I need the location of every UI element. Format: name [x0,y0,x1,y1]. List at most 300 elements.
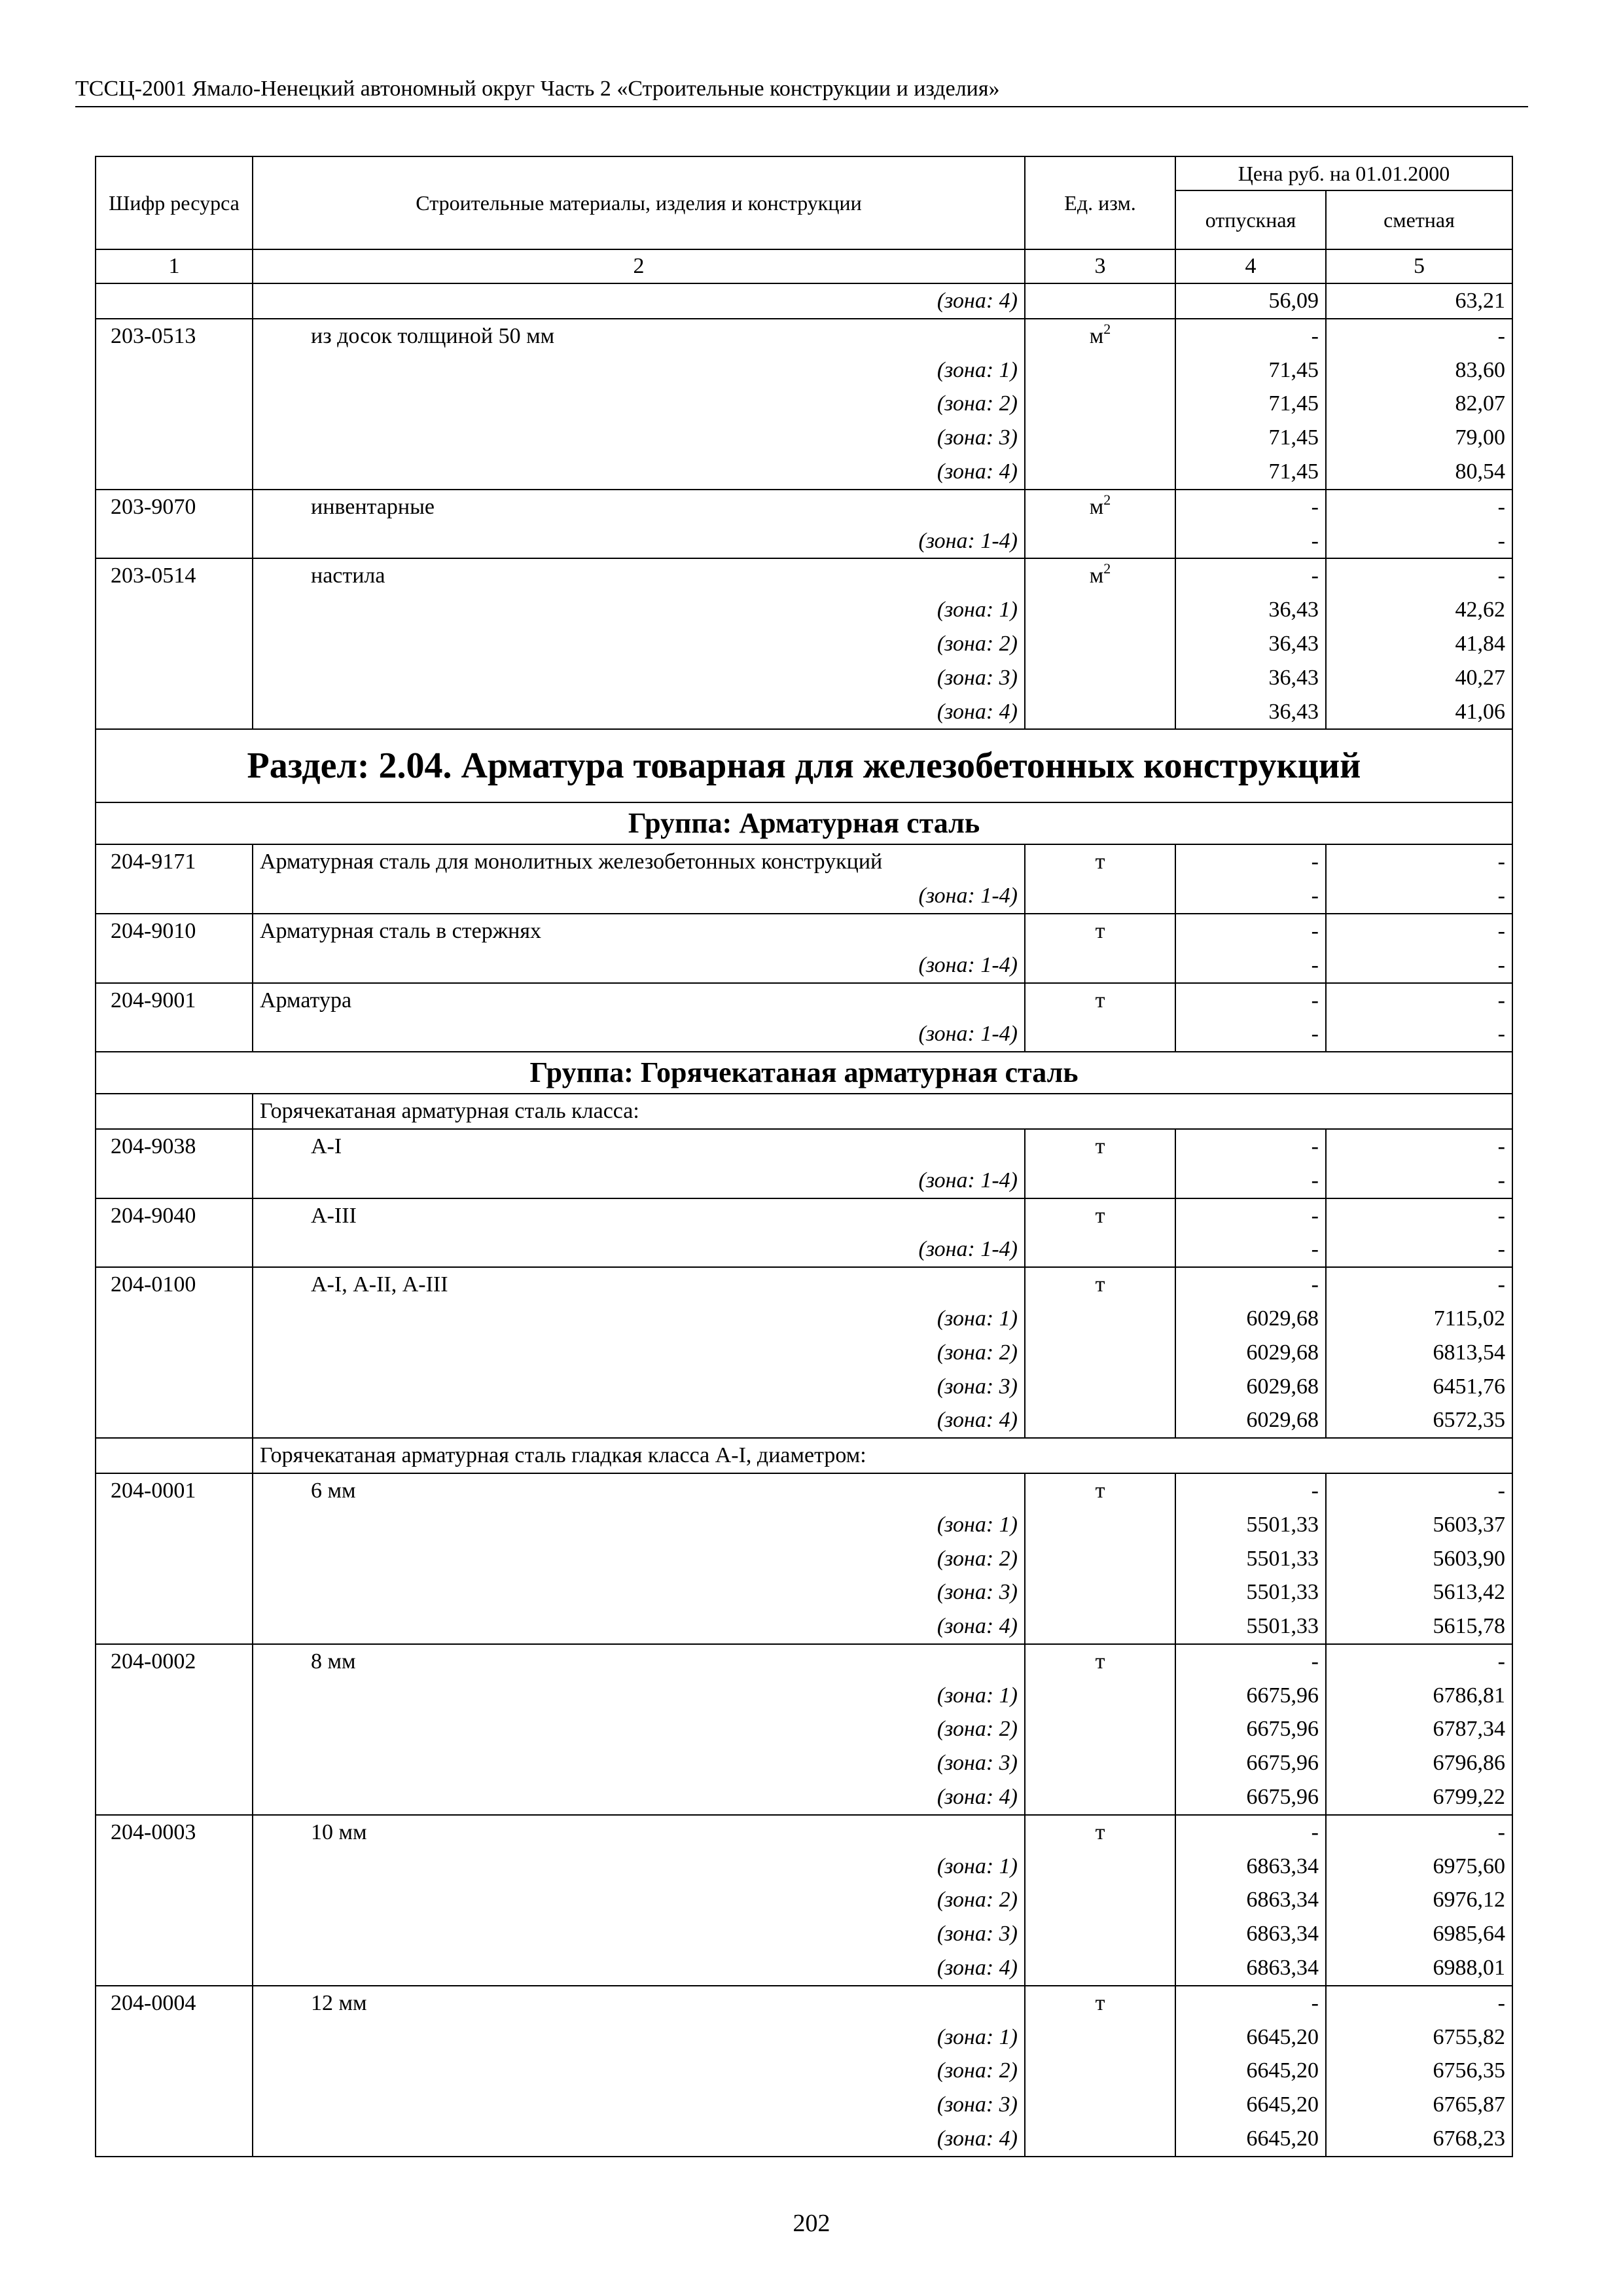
item-name: 12 мм [311,1990,367,2015]
running-header: ТССЦ-2001 Ямало-Ненецкий автономный округ Часть 2 «Строительные конструкции и изделия» [75,71,1528,107]
cell-price-release: 36,43 [1175,661,1326,695]
zone-label: (зона: 1) [936,357,1018,382]
cell-price-estimate: - [1326,1232,1512,1267]
zone-label: (зона: 1-4) [918,528,1018,553]
cell-unit [1025,1850,1175,1884]
table-row [96,1644,1512,1679]
table-row [96,1336,1512,1370]
cell-price-release: - [1175,983,1326,1018]
cell-unit [1025,627,1175,661]
cell-code: 204-0002 [96,1644,253,1679]
zone-label: (зона: 4) [936,1956,1018,1981]
cell-unit [1025,695,1175,730]
cell-unit [1025,283,1175,319]
cell-price-estimate: 6976,12 [1326,1883,1512,1917]
table-row [96,1850,1512,1884]
cell-price-estimate: 5603,37 [1326,1508,1512,1542]
cell-name [253,558,1025,593]
cell-unit [1025,1473,1175,1508]
cell-price-release: 6863,34 [1175,1883,1326,1917]
cell-code [96,1609,253,1644]
zone-label: (зона: 1-4) [918,1168,1018,1193]
cell-price-estimate: 6765,87 [1326,2088,1512,2122]
item-name: А-III [311,1203,357,1228]
zone-label: (зона: 2) [936,1340,1018,1365]
cell-code [96,2088,253,2122]
cell-zone [253,1017,1025,1052]
cell-unit [1025,661,1175,695]
item-name: 8 мм [311,1649,356,1674]
cell-code: 204-0001 [96,1473,253,1508]
cell-zone [253,948,1025,983]
cell-code [96,593,253,627]
cell-unit [1025,558,1175,593]
table-row [96,455,1512,490]
cell-unit [1025,2054,1175,2088]
cell-price-release: 36,43 [1175,593,1326,627]
cell-zone [253,1232,1025,1267]
cell-zone [253,1850,1025,1884]
cell-price-release: 71,45 [1175,387,1326,421]
cell-name [253,1815,1025,1850]
cell-price-release: 6675,96 [1175,1679,1326,1713]
cell-price-estimate: - [1326,1644,1512,1679]
cell-price-estimate: - [1326,1815,1512,1850]
cell-price-estimate: 79,00 [1326,421,1512,455]
cell-code [96,387,253,421]
zone-label: (зона: 2) [936,391,1018,416]
table-row [96,558,1512,593]
table-row [96,1232,1512,1267]
table-row [96,2020,1512,2054]
section-title: Раздел: 2.04. Арматура товарная для железобетонных конструкций [96,729,1512,802]
unit-label: т [1095,1478,1105,1503]
unit-label: м [1089,494,1104,519]
cell-zone [253,283,1025,319]
unit-label: т [1095,1203,1105,1228]
cell-code [96,1746,253,1780]
cell-zone [253,2122,1025,2157]
cell-code [96,1370,253,1404]
item-name: Арматурная сталь в стержнях [260,918,542,943]
table-header [96,156,1512,283]
cell-price-estimate: 6787,34 [1326,1712,1512,1746]
cell-zone [253,593,1025,627]
price-table-container [95,156,1512,2157]
cell-unit [1025,844,1175,879]
cell-unit [1025,1198,1175,1233]
table-row [96,1951,1512,1986]
cell-zone [253,627,1025,661]
cell-zone [253,1712,1025,1746]
cell-price-release: 71,45 [1175,421,1326,455]
header-unit-label: Ед. изм. [1064,191,1136,215]
page-number: 202 [793,2210,830,2237]
unit-superscript: 2 [1103,491,1111,508]
cell-price-release: 6029,68 [1175,1336,1326,1370]
cell-name [253,914,1025,948]
cell-unit [1025,421,1175,455]
cell-price-estimate: 6796,86 [1326,1746,1512,1780]
cell-price-release: 6029,68 [1175,1370,1326,1404]
cell-unit [1025,353,1175,387]
cell-price-release: 71,45 [1175,353,1326,387]
zone-label: (зона: 3) [936,1922,1018,1946]
zone-label: (зона: 3) [936,425,1018,450]
cell-price-estimate: 7115,02 [1326,1302,1512,1336]
unit-label: т [1095,988,1105,1013]
header-price-estimate: сметная [1326,190,1512,249]
cell-code: 204-0003 [96,1815,253,1850]
col-number-5: 5 [1326,249,1512,283]
cell-unit [1025,1883,1175,1917]
cell-price-estimate: 6756,35 [1326,2054,1512,2088]
cell-unit [1025,1232,1175,1267]
table-row [96,319,1512,353]
cell-zone [253,455,1025,490]
header-price-release: отпускная [1175,190,1326,249]
cell-price-estimate: - [1326,1198,1512,1233]
zone-label: (зона: 3) [936,665,1018,690]
table-row [96,2054,1512,2088]
cell-price-estimate: - [1326,1164,1512,1198]
cell-code [96,1164,253,1198]
table-row [96,879,1512,914]
cell-name [253,319,1025,353]
cell-price-estimate: - [1326,1129,1512,1164]
cell-code [96,524,253,559]
cell-price-release: - [1175,844,1326,879]
cell-price-release: 6645,20 [1175,2020,1326,2054]
cell-unit [1025,1267,1175,1302]
table-row [96,2122,1512,2157]
item-name: 10 мм [311,1820,367,1844]
cell-price-estimate: 41,84 [1326,627,1512,661]
table-row [96,490,1512,524]
cell-price-release: - [1175,1644,1326,1679]
cell-price-release: 6863,34 [1175,1951,1326,1986]
table-row [96,1746,1512,1780]
cell-zone [253,1336,1025,1370]
cell-zone [253,1883,1025,1917]
cell-price-estimate: 6985,64 [1326,1917,1512,1951]
cell-price-release: 5501,33 [1175,1508,1326,1542]
cell-price-release: - [1175,1232,1326,1267]
col-number-3: 3 [1025,249,1175,283]
cell-code [96,1542,253,1576]
cell-price-estimate: 5603,90 [1326,1542,1512,1576]
cell-unit [1025,1302,1175,1336]
cell-code [96,1780,253,1815]
zone-label: (зона: 1) [936,1854,1018,1878]
table-row [96,1609,1512,1644]
cell-price-release: - [1175,558,1326,593]
cell-price-estimate: 5615,78 [1326,1609,1512,1644]
cell-unit [1025,2088,1175,2122]
item-name: А-I, А-II, А-III [311,1272,448,1297]
cell-code [96,627,253,661]
zone-label: (зона: 2) [936,631,1018,656]
group-title: Группа: Горячекатаная арматурная сталь [96,1052,1512,1094]
zone-label: (зона: 3) [936,1374,1018,1399]
cell-code [96,2122,253,2157]
table-row [96,1017,1512,1052]
zone-label: (зона: 2) [936,1717,1018,1742]
cell-code [96,1302,253,1336]
table-row [96,593,1512,627]
cell-code [96,1850,253,1884]
cell-unit [1025,1951,1175,1986]
cell-zone [253,1542,1025,1576]
cell-price-estimate: 80,54 [1326,455,1512,490]
cell-price-estimate: 63,21 [1326,283,1512,319]
cell-code [96,2020,253,2054]
table-row [96,421,1512,455]
cell-unit [1025,1508,1175,1542]
table-row [96,1267,1512,1302]
cell-price-estimate: - [1326,983,1512,1018]
cell-price-release: - [1175,914,1326,948]
table-row [96,353,1512,387]
header-price [1175,156,1512,190]
table-row [96,844,1512,879]
cell-code [96,1336,253,1370]
cell-unit [1025,1017,1175,1052]
cell-price-estimate: 6768,23 [1326,2122,1512,2157]
table-row [96,1129,1512,1164]
cell-price-estimate: 6755,82 [1326,2020,1512,2054]
header-code-label: Шифр ресурса [109,191,240,215]
cell-price-estimate: 40,27 [1326,661,1512,695]
cell-unit [1025,879,1175,914]
item-name: А-I [311,1134,342,1158]
cell-name [253,1198,1025,1233]
cell-unit [1025,1403,1175,1438]
cell-name [253,490,1025,524]
cell-code: 204-9171 [96,844,253,879]
unit-label: т [1095,918,1105,943]
cell-code [96,1575,253,1609]
zone-label: (зона: 4) [936,459,1018,484]
item-name: Арматурная сталь для монолитных железобетонных конструкций [260,850,883,874]
zone-label: (зона: 4) [936,2126,1018,2151]
cell-zone [253,1302,1025,1336]
cell-price-release: 56,09 [1175,283,1326,319]
table-row [96,283,1512,319]
table-row [96,1815,1512,1850]
cell-code [96,1232,253,1267]
cell-price-estimate: 82,07 [1326,387,1512,421]
cell-price-release: 6645,20 [1175,2122,1326,2157]
cell-unit [1025,1609,1175,1644]
cell-unit [1025,1336,1175,1370]
cell-unit [1025,1129,1175,1164]
group-note: Горячекатаная арматурная сталь гладкая класса А-I, диаметром: [253,1438,1512,1473]
table-row [96,1403,1512,1438]
zone-label: (зона: 1) [936,1512,1018,1537]
table-row [96,1094,1512,1129]
unit-superscript: 2 [1103,560,1111,577]
cell-price-release: - [1175,1815,1326,1850]
zone-label: (зона: 1) [936,2024,1018,2049]
cell-code: 204-9040 [96,1198,253,1233]
cell-price-estimate: - [1326,524,1512,559]
cell-name [253,844,1025,879]
cell-zone [253,353,1025,387]
cell-unit [1025,1815,1175,1850]
cell-price-release: - [1175,524,1326,559]
zone-label: (зона: 1-4) [918,1022,1018,1047]
cell-price-release: - [1175,1986,1326,2020]
cell-price-release: 36,43 [1175,627,1326,661]
table-row [96,1883,1512,1917]
cell-price-estimate: 6813,54 [1326,1336,1512,1370]
cell-price-estimate: 6451,76 [1326,1370,1512,1404]
unit-superscript: 2 [1103,320,1111,337]
cell-price-estimate: - [1326,914,1512,948]
cell-price-release: 6029,68 [1175,1302,1326,1336]
cell-code [96,421,253,455]
price-table [95,156,1513,2157]
cell-price-estimate: 6572,35 [1326,1403,1512,1438]
unit-label: т [1095,1820,1105,1844]
cell-name [253,1473,1025,1508]
table-row [96,983,1512,1018]
cell-price-release: - [1175,1017,1326,1052]
cell-price-release: 6675,96 [1175,1712,1326,1746]
table-row [96,1052,1512,1094]
table-row [96,948,1512,983]
table-row [96,1198,1512,1233]
cell-price-release: - [1175,1164,1326,1198]
cell-zone [253,1679,1025,1713]
cell-unit [1025,1746,1175,1780]
col-number-4: 4 [1175,249,1326,283]
cell-zone [253,2054,1025,2088]
table-row [96,1164,1512,1198]
zone-label: (зона: 4) [936,699,1018,724]
cell-name [253,983,1025,1018]
cell-unit [1025,914,1175,948]
table-row [96,1302,1512,1336]
table-row [96,914,1512,948]
cell-price-estimate: - [1326,879,1512,914]
cell-price-estimate: 5613,42 [1326,1575,1512,1609]
zone-label: (зона: 4) [936,1785,1018,1810]
cell-code [96,1403,253,1438]
cell-zone [253,1575,1025,1609]
header-name-label: Строительные материалы, изделия и конструкции [416,191,862,215]
cell-code [96,2054,253,2088]
cell-code [96,353,253,387]
cell-code [96,879,253,914]
unit-label: т [1095,1990,1105,2015]
cell-code [96,1508,253,1542]
table-row [96,1917,1512,1951]
cell-zone [253,2088,1025,2122]
cell-code [96,1712,253,1746]
cell-price-estimate: - [1326,558,1512,593]
table-row [96,2088,1512,2122]
cell-unit [1025,593,1175,627]
table-row [96,1438,1512,1473]
cell-price-release: 6675,96 [1175,1746,1326,1780]
cell-unit [1025,319,1175,353]
cell-price-release: - [1175,948,1326,983]
cell-zone [253,387,1025,421]
zone-label: (зона: 4) [936,289,1018,313]
cell-price-estimate: - [1326,948,1512,983]
table-row [96,1473,1512,1508]
cell-price-estimate: 6975,60 [1326,1850,1512,1884]
cell-price-release: 5501,33 [1175,1609,1326,1644]
table-row [96,1508,1512,1542]
table-row [96,729,1512,802]
cell-unit [1025,1370,1175,1404]
cell-price-release: - [1175,1473,1326,1508]
cell-code [96,1679,253,1713]
cell-zone [253,661,1025,695]
cell-zone [253,1746,1025,1780]
cell-unit [1025,490,1175,524]
header-unit [1025,156,1175,249]
header-code [96,156,253,249]
zone-label: (зона: 4) [936,1408,1018,1433]
cell-price-release: 36,43 [1175,695,1326,730]
cell-zone [253,2020,1025,2054]
cell-code [96,1883,253,1917]
cell-price-release: 5501,33 [1175,1542,1326,1576]
cell-code [96,1094,253,1129]
zone-label: (зона: 3) [936,2092,1018,2117]
col-number-1: 1 [96,249,253,283]
cell-unit [1025,1986,1175,2020]
unit-label: т [1095,1272,1105,1297]
cell-unit [1025,524,1175,559]
zone-label: (зона: 1) [936,1683,1018,1708]
table-row [96,1712,1512,1746]
cell-price-release: - [1175,1129,1326,1164]
cell-price-estimate: - [1326,490,1512,524]
item-name: 6 мм [311,1478,356,1503]
cell-unit [1025,1164,1175,1198]
group-title: Группа: Арматурная сталь [96,802,1512,844]
table-row [96,802,1512,844]
header-price-label: Цена руб. на 01.01.2000 [1238,162,1450,185]
cell-code: 204-0004 [96,1986,253,2020]
cell-code: 203-0514 [96,558,253,593]
cell-price-release: - [1175,1198,1326,1233]
table-row [96,1780,1512,1815]
cell-price-estimate: 42,62 [1326,593,1512,627]
cell-unit [1025,2122,1175,2157]
cell-unit [1025,1780,1175,1815]
cell-price-release: 6645,20 [1175,2088,1326,2122]
table-row [96,1542,1512,1576]
cell-unit [1025,948,1175,983]
group-note: Горячекатаная арматурная сталь класса: [253,1094,1512,1129]
cell-zone [253,1164,1025,1198]
cell-price-estimate: - [1326,1986,1512,2020]
cell-zone [253,1609,1025,1644]
cell-name [253,1644,1025,1679]
table-row [96,1575,1512,1609]
item-name: инвентарные [311,494,435,519]
cell-code [96,1438,253,1473]
cell-code: 204-9010 [96,914,253,948]
cell-zone [253,1508,1025,1542]
zone-label: (зона: 2) [936,2058,1018,2083]
